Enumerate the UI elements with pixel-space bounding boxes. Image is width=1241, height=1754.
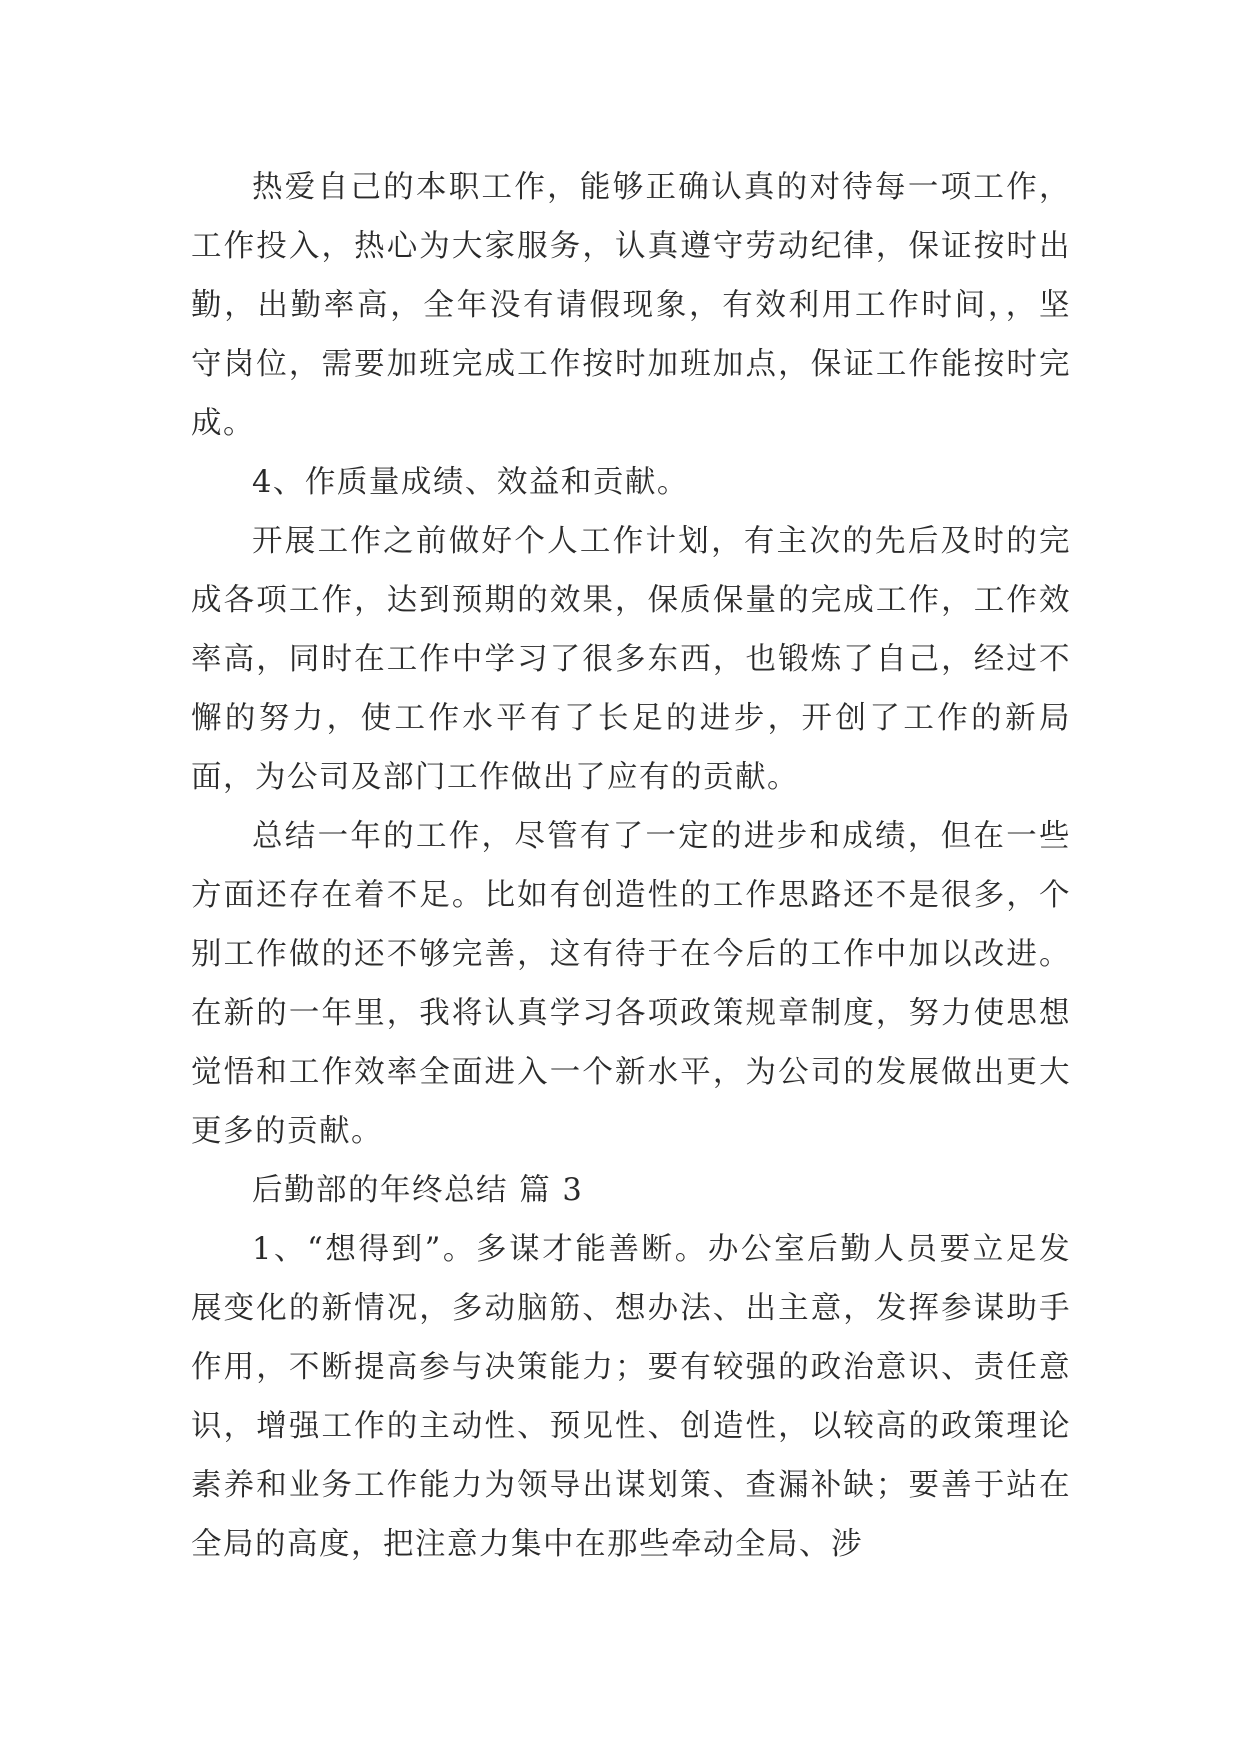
section-title-part-3: 后勤部的年终总结 篇 3 (252, 1173, 584, 1208)
paragraph-work-results: 开展工作之前做好个人工作计划，有主次的先后及时的完成各项工作，达到预期的效果，保质保量的完成工作，工作效率高，同时在工作中学习了很多东西，也锻炼了自己，经过不懈的努力，使工作水平有了长足的进步，开创了工作的新局面，为公司及部门工作做出了应有的贡献。 (191, 524, 1071, 795)
paragraph-point-1: 1、“想得到”。多谋才能善断。办公室后勤人员要立足发展变化的新情况，多动脑筋、想办法、出主意，发挥参谋助手作用，不断提高参与决策能力；要有较强的政治意识、责任意识，增强工作的主动性、预见性、创造性，以较高的政策理论素养和业务工作能力为领导出谋划策、查漏补缺；要善于站在全局的高度，把注意力集中在那些牵动全局、涉 (191, 1232, 1071, 1562)
document-body (191, 158, 1071, 1574)
paragraph-work-attitude: 热爱自己的本职工作，能够正确认真的对待每一项工作，工作投入，热心为大家服务，认真遵守劳动纪律，保证按时出勤，出勤率高，全年没有请假现象，有效利用工作时间，，坚守岗位，需要加班完成工作按时加班加点，保证工作能按时完成。 (191, 170, 1071, 441)
paragraph-annual-summary: 总结一年的工作，尽管有了一定的进步和成绩，但在一些方面还存在着不足。比如有创造性的工作思路还不是很多，个别工作做的还不够完善，这有待于在今后的工作中加以改进。在新的一年里，我将认真学习各项政策规章制度，努力使思想觉悟和工作效率全面进入一个新水平，为公司的发展做出更大更多的贡献。 (191, 819, 1071, 1149)
heading-quality-contribution: 4、作质量成绩、效益和贡献。 (252, 465, 689, 500)
